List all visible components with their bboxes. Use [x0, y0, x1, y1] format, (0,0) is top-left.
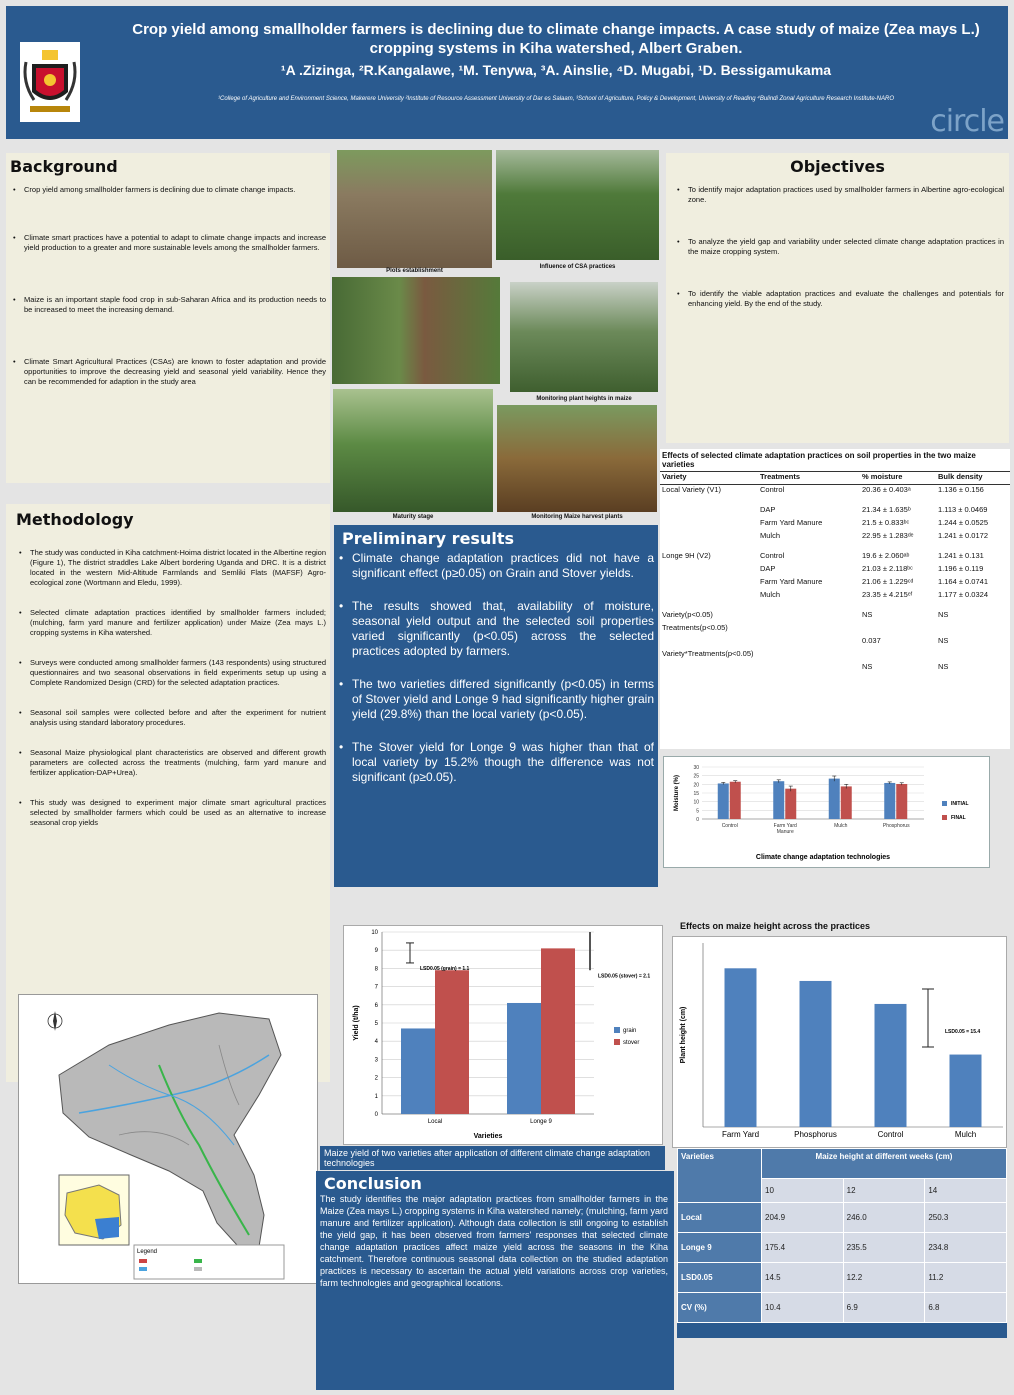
affiliations: ¹College of Agriculture and Environment Science, Makerere University ²Institute of Resource Assessment University of Dar es Salaam, ³School of Agriculture, Policy & Development, University of Reading ⁴Bulindi Zonal Agriculture Research Institute-NARO — [218, 96, 894, 102]
height-table-section — [677, 1148, 1007, 1338]
table-cell: 234.8 — [925, 1233, 1007, 1263]
y-tick-label: 1 — [374, 1093, 378, 1100]
list-item: • Climate smart practices have a potential to adapt to climate change impacts and increase yield production to a greater and more sustainable levels among the smallholder farmers. — [10, 233, 326, 253]
y-axis-label: Yield (t/ha) — [353, 1005, 360, 1041]
conclusion-heading: Conclusion — [324, 1174, 422, 1193]
table-row — [660, 505, 1010, 518]
table-title: Effects of selected climate adaptation practices on soil properties in the two maize varieties — [662, 451, 976, 469]
preliminary-results-section — [334, 525, 658, 887]
table-cell: 12.2 — [843, 1263, 925, 1293]
week-header: 10 — [762, 1179, 844, 1203]
preliminary-results-list — [336, 551, 654, 803]
map-legend — [134, 1245, 284, 1279]
table-cell: DAP — [760, 504, 776, 514]
row-label: Longe 9 — [678, 1233, 762, 1263]
list-item: • The two varieties differed significantly (p<0.05) in terms of Stover yield and Longe 9 had significantly higher grain yield (29.8%) than the local variety (p<0.05). — [336, 677, 654, 722]
table-row — [660, 564, 1010, 577]
list-item: • Seasonal soil samples were collected before and after the experiment for nutrient analysis using standard laboratory procedures. — [16, 708, 326, 728]
y-tick-label: 7 — [374, 984, 378, 991]
photo-csa-influence — [496, 150, 659, 260]
legend-swatch — [942, 815, 947, 820]
list-item: • Maize is an important staple food crop in sub-Saharan Africa and its production needs to be increased to meet the increasing demand. — [10, 295, 326, 315]
x-axis-label: Varieties — [473, 1133, 503, 1140]
legend-swatch — [942, 801, 947, 806]
table-cell — [660, 636, 758, 649]
photo-plant-heights — [510, 282, 658, 392]
x-tick-label: Farm Yard — [721, 1130, 760, 1139]
circle-logo: circle — [930, 104, 1004, 139]
table-cell: NS — [862, 609, 873, 619]
y-tick-label: 30 — [693, 765, 699, 771]
table-cell: 1.196 ± 0.119 — [938, 563, 984, 573]
y-tick-label: 3 — [374, 1057, 378, 1064]
list-item: • The study was conducted in Kiha catchment-Hoima district located in the Albertine region (Figure 1), The district straddles Lake Albert bordering Uganda and DRC. It is a district located in the western Mid-Altitude Farmlands and Semliki Flats (MAFSF) Agro-ecological zone (Wortmann and Eledu, 1999). — [16, 548, 326, 588]
inset-map — [59, 1175, 129, 1245]
table-cell: 6.9 — [843, 1293, 925, 1323]
university-crest-icon — [20, 42, 80, 122]
lsd-grain-label: LSD0.05 (grain) = 1.1 — [420, 966, 470, 973]
objectives-heading: Objectives — [790, 157, 885, 176]
table-cell: 10.4 — [762, 1293, 844, 1323]
bar — [950, 1055, 982, 1127]
map-legend-title: Legend — [137, 1249, 158, 1255]
table-row — [678, 1263, 1007, 1293]
conclusion-text: The study identifies the major adaptation practices from smallholder farmers in the Maize (Zea mays L.) cropping systems in Kiha watershed namely; (mulching, farm yard manure and fertilizer application). Although data collection is still ongoing to establish the yield gap, it has been observed from farmers' responses that selected climate change adaptation practices affect maize yield across the seasons in the Kiha catchment. Therefore continuous seasonal data collection on the studied adaptation practices is necessary to ascertain the actual yield variations across crop varieties, farm technologies and geographical locations. — [320, 1194, 668, 1288]
table-cell: NS — [862, 661, 873, 671]
table-cell: NS — [938, 661, 949, 671]
table-cell: 246.0 — [843, 1203, 925, 1233]
photo-caption: Plots establishment — [386, 268, 443, 274]
y-tick-label: 6 — [374, 1002, 378, 1009]
column-header: Maize height at different weeks (cm) — [762, 1149, 1007, 1179]
bar — [725, 968, 757, 1127]
row-label: LSD0.05 — [678, 1263, 762, 1293]
lsd-label: LSD0.05 = 15.4 — [945, 1029, 981, 1035]
table-cell: DAP — [760, 563, 776, 573]
table-cell: 14.5 — [762, 1263, 844, 1293]
bar-final — [841, 786, 852, 819]
table-row — [660, 577, 1010, 590]
table-row — [660, 590, 1010, 610]
y-tick-label: 9 — [374, 948, 378, 955]
bar-final — [730, 782, 741, 819]
poster-title: Crop yield among smallholder farmers is declining due to climate change impacts. A case study of maize (Zea mays L.) cropping systems in Kiha watershed, Albert Graben. — [132, 21, 980, 57]
x-tick-label: Control — [877, 1130, 904, 1139]
table-row — [660, 623, 1010, 636]
list-item: • The results showed that, availability of moisture, seasonal yield output and the selected soil properties varied significantly (p<0.05) across the selected practices adopted by farmers. — [336, 599, 654, 659]
height-chart-svg — [673, 937, 1006, 1147]
table-cell: 21.5 ± 0.833ᵇᶜ — [862, 517, 910, 527]
y-tick-label: 0 — [374, 1112, 378, 1118]
legend-label: stover — [623, 1040, 640, 1046]
x-tick-label: Mulch — [834, 823, 848, 829]
table-cell: Control — [760, 550, 785, 560]
y-tick-label: 10 — [693, 799, 699, 806]
table-cell: 1.241 ± 0.0172 — [938, 530, 988, 540]
moisture-chart — [663, 756, 990, 868]
table-cell — [660, 518, 758, 531]
y-tick-label: 5 — [374, 1021, 378, 1027]
x-tick-label: Farm Yard — [773, 823, 797, 829]
legend-swatch — [614, 1039, 620, 1045]
legend-swatch — [614, 1027, 620, 1033]
table-cell: 21.34 ± 1.635ᵇ — [862, 504, 911, 514]
x-tick-label: Manure — [776, 829, 794, 835]
table-cell: 1.244 ± 0.0525 — [938, 517, 988, 527]
bar-initial — [773, 781, 784, 819]
bar-initial — [829, 779, 840, 819]
y-tick-label: 20 — [693, 782, 699, 789]
y-axis-label: Plant height (cm) — [680, 1006, 687, 1064]
table-row — [660, 662, 1010, 675]
table-cell — [660, 564, 758, 577]
table-cell: Control — [760, 485, 785, 494]
bar-grain — [401, 1028, 435, 1114]
x-tick-label: Control — [721, 823, 738, 829]
table-cell: NS — [938, 609, 949, 619]
table-cell: Local Variety (V1) — [662, 485, 722, 494]
table-row — [660, 610, 1010, 623]
table-cell: Treatments(p<0.05) — [662, 622, 728, 632]
table-cell: 22.95 ± 1.283ᵈᵉ — [862, 530, 914, 540]
table-cell: 1.164 ± 0.0741 — [938, 576, 988, 586]
bar-initial — [884, 783, 895, 819]
height-chart-title: Effects on maize height across the practices — [680, 921, 871, 931]
table-cell — [758, 610, 860, 623]
methodology-heading: Methodology — [16, 510, 134, 529]
yield-chart — [343, 925, 663, 1145]
table-cell — [660, 662, 758, 675]
list-item: • Seasonal Maize physiological plant characteristics are observed and different growth parameters are collected across the treatments (mulching, farm yard manure and fertilizer application-DAP+Urea). — [16, 748, 326, 778]
list-item: • The Stover yield for Longe 9 was higher than that of local variety by 15.2% though the difference was not significant (p≥0.05). — [336, 740, 654, 785]
table-cell: 6.8 — [925, 1293, 1007, 1323]
table-cell: 11.2 — [925, 1263, 1007, 1293]
list-item: • Selected climate adaptation practices identified by smallholder farmers included; (mulching, farm yard manure and fertilizer application) under Maize (Zea mays L.) cropping systems in Kiha watershed. — [16, 608, 326, 638]
table-cell — [660, 505, 758, 518]
table-cell: 21.03 ± 2.118ᵇᶜ — [862, 563, 913, 573]
bar — [800, 981, 832, 1127]
table-row — [678, 1233, 1007, 1263]
x-tick-label: Phosphorus — [794, 1130, 837, 1139]
bar-stover — [541, 948, 575, 1114]
table-row — [660, 485, 1010, 505]
legend-label: INITIAL — [951, 801, 969, 807]
photo-caption: Monitoring Maize harvest plants — [531, 514, 623, 520]
column-header: Bulk density — [938, 472, 983, 481]
soil-properties-table-section — [660, 449, 1010, 749]
objectives-section — [666, 153, 1009, 443]
list-item: • Crop yield among smallholder farmers is declining due to climate change impacts. — [10, 185, 326, 195]
table-cell: 250.3 — [925, 1203, 1007, 1233]
bar-stover — [435, 970, 469, 1114]
table-cell: Mulch — [760, 589, 781, 599]
column-header: % moisture — [862, 472, 903, 481]
bar-final — [896, 784, 907, 819]
photo-caption: Maturity stage — [392, 514, 434, 520]
table-row — [660, 636, 1010, 649]
x-tick-label: Phosphorus — [882, 823, 910, 829]
table-cell: 1.136 ± 0.156 — [938, 485, 984, 494]
table-cell: 23.35 ± 4.215ᵉᶠ — [862, 589, 913, 599]
table-cell: 1.241 ± 0.131 — [938, 550, 984, 560]
table-cell: Variety*Treatments(p<0.05) — [662, 648, 754, 658]
photo-field — [332, 277, 500, 384]
legend-label: FINAL — [951, 815, 966, 821]
table-cell: 20.36 ± 0.403ᵃ — [862, 485, 911, 494]
background-list — [10, 185, 326, 387]
table-cell: Longe 9H (V2) — [662, 550, 711, 560]
y-tick-label: 8 — [374, 966, 378, 973]
bar-final — [785, 789, 796, 819]
table-row — [678, 1293, 1007, 1323]
x-tick-label: Local — [427, 1119, 443, 1125]
y-tick-label: 4 — [374, 1039, 378, 1046]
table-cell — [660, 590, 758, 610]
study-area-map — [18, 994, 318, 1284]
x-tick-label: Longe 9 — [530, 1119, 552, 1125]
y-axis-label: Moisture (%) — [674, 775, 680, 811]
y-tick-label: 15 — [693, 791, 699, 797]
list-item: • To identify the viable adaptation practices and evaluate the challenges and potentials for enhancing yield. By the end of the study. — [674, 289, 1004, 309]
list-item: • This study was designed to experiment major climate smart agricultural practices selected by smallholder farmers which could be used as an alternative to increase seasonal crop yields — [16, 798, 326, 828]
soil-properties-table — [660, 471, 1010, 675]
lsd-stover-label: LSD0.05 (stover) = 2.1 — [598, 973, 651, 980]
week-header: 12 — [843, 1179, 925, 1203]
x-tick-label: Mulch — [954, 1130, 977, 1139]
photo-caption: Monitoring plant heights in maize — [536, 396, 632, 402]
table-cell: Farm Yard Manure — [760, 517, 823, 527]
height-chart — [672, 936, 1007, 1148]
column-header: Treatments — [760, 472, 801, 481]
y-tick-label: 0 — [696, 817, 699, 823]
table-row — [660, 518, 1010, 531]
photo-maturity — [333, 389, 493, 512]
row-label: CV (%) — [678, 1293, 762, 1323]
list-item: • Climate change adaptation practices did not have a significant effect (p≥0.05) on Grain and Stover yields. — [336, 551, 654, 581]
table-row — [660, 531, 1010, 551]
bar-grain — [507, 1003, 541, 1114]
table-cell: 1.113 ± 0.0469 — [938, 504, 988, 514]
table-row — [660, 551, 1010, 564]
y-tick-label: 10 — [371, 930, 378, 936]
background-heading: Background — [10, 157, 118, 176]
week-header: 14 — [925, 1179, 1007, 1203]
table-cell — [860, 623, 936, 636]
height-table — [677, 1148, 1007, 1323]
objectives-list — [674, 185, 1004, 309]
conclusion-section — [316, 1171, 674, 1390]
y-tick-label: 25 — [693, 773, 699, 780]
table-cell — [660, 531, 758, 551]
legend-label: grain — [623, 1028, 637, 1034]
photo-harvest — [497, 405, 657, 512]
list-item: • To analyze the yield gap and variability under selected climate change adaptation practices in the maize cropping system. — [674, 237, 1004, 257]
table-cell — [860, 649, 936, 662]
y-tick-label: 5 — [696, 808, 699, 815]
author-list: ¹A .Zizinga, ²R.Kangalawe, ¹M. Tenywa, ³A. Ainslie, ⁴D. Mugabi, ¹D. Bessigamukama — [280, 62, 832, 78]
poster-header — [6, 6, 1008, 139]
table-cell: 21.06 ± 1.229ᶜᵈ — [862, 576, 914, 586]
table-cell: 0.037 — [862, 635, 881, 645]
table-cell — [758, 623, 860, 636]
methodology-list — [16, 548, 326, 828]
yield-chart-caption: Maize yield of two varieties after application of different climate change adaptation technologies — [320, 1146, 665, 1170]
table-row — [660, 649, 1010, 662]
list-item: • Climate Smart Agricultural Practices (CSAs) are known to foster adaptation and provide opportunities to improve the decreasing yield and seasonal yield variability. Hence they can be recommended for adaption in the study area — [10, 357, 326, 387]
table-cell: 19.6 ± 2.060ᵃᵇ — [862, 550, 910, 560]
table-cell — [936, 623, 1010, 636]
table-cell — [758, 649, 860, 662]
table-cell: 235.5 — [843, 1233, 925, 1263]
row-label: Local — [678, 1203, 762, 1233]
table-cell: NS — [938, 635, 949, 645]
column-header: Varieties — [678, 1149, 762, 1203]
table-cell: 1.177 ± 0.0324 — [938, 589, 988, 599]
table-cell — [758, 662, 860, 675]
list-item: • To identify major adaptation practices used by smallholder farmers in Albertine agro-ecological zone. — [674, 185, 1004, 205]
list-item: • Surveys were conducted among smallholder farmers (143 respondents) using structured questionnaires and two seasonal observations in field experiments setup up using a Complete Randomized Design (CRD) for the selected adaptation practices. — [16, 658, 326, 688]
table-cell — [660, 577, 758, 590]
table-cell: 204.9 — [762, 1203, 844, 1233]
preliminary-results-heading: Preliminary results — [342, 529, 514, 548]
yield-chart-svg — [344, 926, 662, 1144]
background-section — [6, 153, 330, 483]
table-cell — [936, 649, 1010, 662]
y-tick-label: 2 — [374, 1075, 378, 1082]
table-cell — [758, 636, 860, 649]
photo-caption: Influence of CSA practices — [539, 264, 616, 270]
table-cell: Farm Yard Manure — [760, 576, 823, 586]
table-cell: 175.4 — [762, 1233, 844, 1263]
bar-initial — [718, 783, 729, 819]
table-cell: Mulch — [760, 530, 781, 540]
x-axis-label: Climate change adaptation technologies — [755, 854, 891, 861]
table-cell: Variety(p<0.05) — [662, 609, 713, 619]
table-row — [678, 1203, 1007, 1233]
map-graphic — [19, 995, 317, 1283]
photo-plots — [337, 150, 492, 268]
column-header: Variety — [662, 472, 687, 481]
moisture-chart-svg — [664, 757, 989, 867]
bar — [875, 1004, 907, 1127]
